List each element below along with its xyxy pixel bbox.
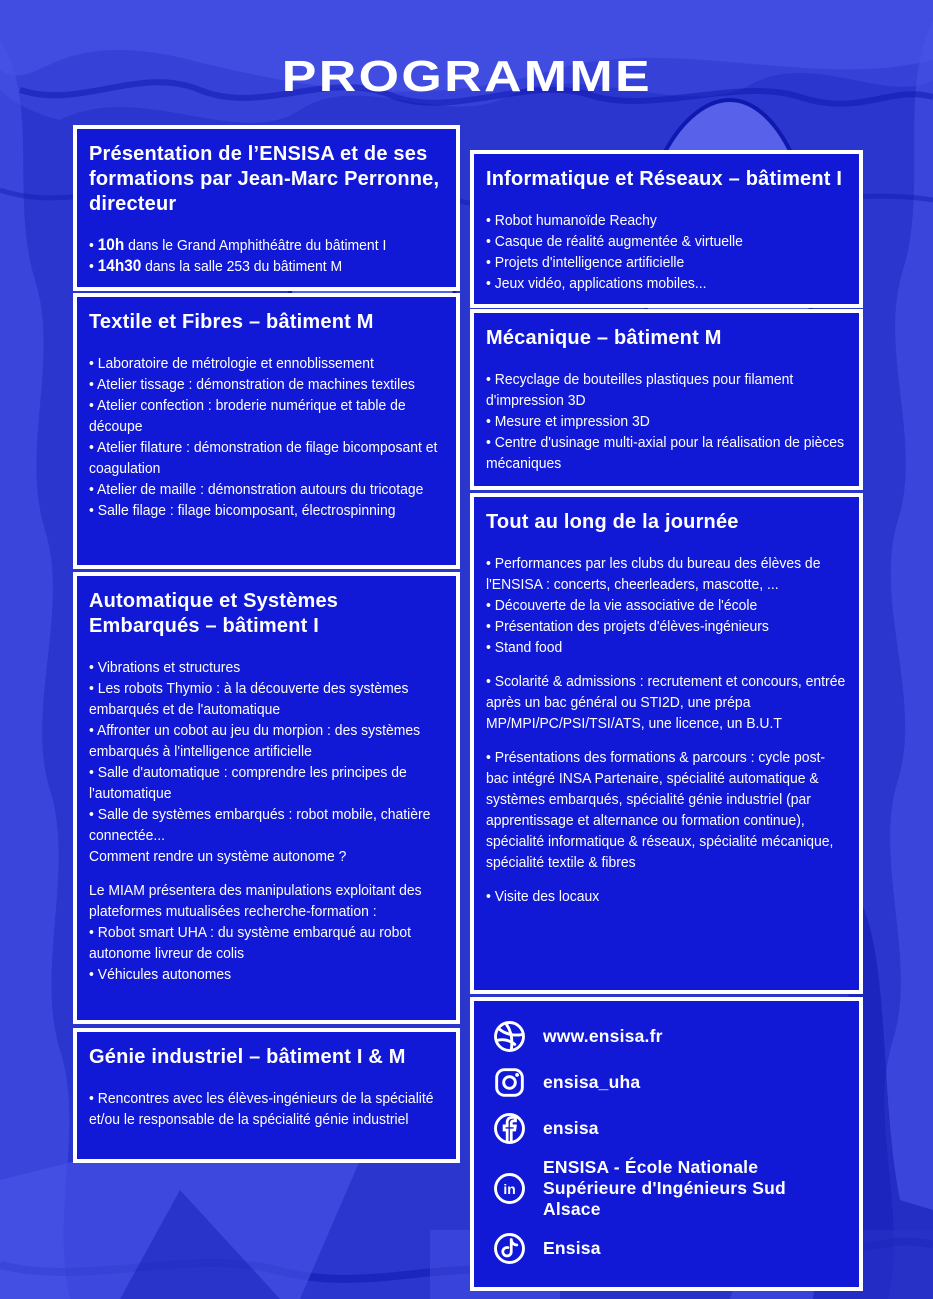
list-item: • Salle de systèmes embarqués : robot mobile, chatière connectée... [89,806,431,844]
social-link-globe [492,1019,847,1054]
list-item: • Centre d'usinage multi-axial pour la réalisation de pièces mécaniques [486,434,845,472]
linkedin-icon [492,1171,527,1206]
bullet-icon: • [486,597,495,614]
program-box [470,493,863,994]
box-title: Automatique et Systèmes Embarqués – bâtiment I [89,590,339,637]
bullet-icon: • [486,888,495,905]
list-item: Comment rendre un système autonome ? [89,848,347,865]
list-item: • Projets d'intelligence artificielle [486,254,685,271]
list-item: • Atelier de maille : démonstration autours du tricotage [89,481,424,498]
box-title: Génie industriel – bâtiment I & M [89,1046,406,1068]
list-item: • Les robots Thymio : à la découverte des systèmes embarqués et de l'automatique [89,680,409,718]
program-box [470,150,863,308]
list-item: • Rencontres avec les élèves-ingénieurs de la spécialité et/ou le responsable de la spécialité génie industriel [89,1090,434,1128]
bullet-icon: • [89,439,97,456]
program-box [470,309,863,490]
list-item: • Présentation des projets d'élèves-ingénieurs [486,618,769,635]
bullet-icon: • [89,1090,98,1107]
list-item: • Recyclage de bouteilles plastiques pour filament d'impression 3D [486,371,794,409]
bullet-icon: • [89,659,98,676]
bullet-icon: • [486,673,495,690]
program-box [73,572,460,1024]
box-body [89,1088,444,1130]
bullet-icon: • [486,555,495,572]
bullet-icon: • [89,355,98,372]
list-item: • 14h30 dans la salle 253 du bâtiment M [89,257,343,275]
social-link-facebook [492,1111,847,1146]
box-title: Informatique et Réseaux – bâtiment I [486,168,843,190]
list-item: • Découverte de la vie associative de l'école [486,597,758,614]
social-links-box [470,997,863,1291]
bullet-icon: • [486,639,495,656]
social-handle: ensisa [543,1118,599,1138]
bullet-icon: • [89,764,98,781]
list-item: • Jeux vidéo, applications mobiles... [486,275,707,292]
list-item: • Salle d'automatique : comprendre les principes de l'automatique [89,764,407,802]
bullet-icon: • [486,618,495,635]
list-item: • Atelier tissage : démonstration de machines textiles [89,376,415,393]
bullet-icon: • [486,749,495,766]
list-item: • Présentations des formations & parcours : cycle post-bac intégré INSA Partenaire, spécialité automatique & systèmes embarqués, spécialité génie industriel (par apprentissage et alternance ou formation continue), spécialité informatique & réseaux, spécialité mécanique, spécialité textile & fibres [486,749,834,871]
time-label: 14h30 [97,257,142,275]
bullet-icon: • [89,258,98,275]
list-item: • Mesure et impression 3D [486,413,650,430]
box-title: Textile et Fibres – bâtiment M [89,311,374,333]
program-box [73,1028,460,1163]
bullet-icon: • [89,806,98,823]
bullet-icon: • [486,434,495,451]
svg-text:in: in [503,1180,516,1197]
list-item: • Salle filage : filage bicomposant, électrospinning [89,502,396,519]
box-body [486,210,847,294]
bullet-icon: • [486,371,495,388]
list-item: • Stand food [486,639,563,656]
bullet-icon: • [89,481,97,498]
bullet-icon: • [89,376,97,393]
box-body [89,657,444,985]
bullet-icon: • [486,233,495,250]
list-item: • Robot smart UHA : du système embarqué au robot autonome livreur de colis [89,924,412,962]
list-item: • Scolarité & admissions : recrutement et concours, entrée après un bac général ou STI2D, une prépa MP/MPI/PC/PSI/TSI/ATS, une licence, un B.U.T [486,673,846,732]
box-body [89,353,444,521]
list-item: • Atelier confection : broderie numérique et table de découpe [89,397,406,435]
bullet-icon: • [89,924,98,941]
box-body [89,235,444,277]
facebook-icon [492,1111,527,1146]
list-item: • 10h dans le Grand Amphithéâtre du bâtiment I [89,236,387,254]
bullet-icon: • [89,722,97,739]
box-body [486,553,847,907]
list-item: • Performances par les clubs du bureau des élèves de l'ENSISA : concerts, cheerleaders, mascotte, ... [486,555,821,593]
bullet-icon: • [486,254,495,271]
instagram-icon [492,1065,527,1100]
list-item: • Véhicules autonomes [89,966,232,983]
social-handle: ensisa_uha [543,1072,641,1092]
time-label: 10h [97,236,125,254]
bullet-icon: • [486,413,495,430]
box-title: Présentation de l’ENSISA et de ses formations par Jean-Marc Perronne, directeur [89,143,440,215]
social-handle: ENSISA - École Nationale Supérieure d'Ingénieurs Sud Alsace [543,1157,786,1219]
tiktok-icon [492,1231,527,1266]
bullet-icon: • [89,680,98,697]
social-link-tiktok [492,1231,847,1266]
bullet-icon: • [89,237,98,254]
list-item: • Vibrations et structures [89,659,241,676]
globe-icon [492,1019,527,1054]
social-handle: Ensisa [543,1238,601,1258]
list-item: • Visite des locaux [486,888,600,905]
box-title: Mécanique – bâtiment M [486,327,722,349]
social-link-instagram [492,1065,847,1100]
box-title: Tout au long de la journée [486,511,739,533]
bullet-icon: • [486,275,495,292]
box-body [486,369,847,474]
program-box [73,293,460,569]
bullet-icon: • [486,212,495,229]
social-link-linkedin [492,1157,847,1220]
program-box [73,125,460,291]
list-item: • Laboratoire de métrologie et ennoblissement [89,355,374,372]
list-item: Le MIAM présentera des manipulations exploitant des plateformes mutualisées recherche-formation : [89,882,422,920]
list-item: • Atelier filature : démonstration de filage bicomposant et coagulation [89,439,438,477]
bullet-icon: • [89,966,98,983]
list-item: • Casque de réalité augmentée & virtuelle [486,233,743,250]
page-title: PROGRAMME [281,52,652,101]
bullet-icon: • [89,502,98,519]
social-handle: www.ensisa.fr [543,1026,663,1046]
list-item: • Affronter un cobot au jeu du morpion : des systèmes embarqués à l'intelligence artificielle [89,722,421,760]
bullet-icon: • [89,397,97,414]
list-item: • Robot humanoïde Reachy [486,212,657,229]
